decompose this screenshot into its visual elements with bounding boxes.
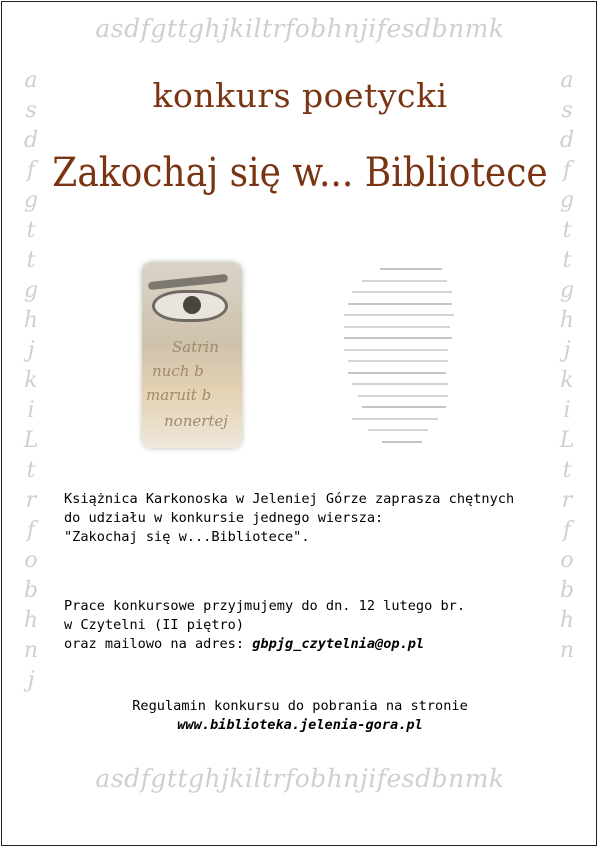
decorative-letter: t <box>562 218 572 243</box>
decorative-letter: f <box>562 158 572 183</box>
decorative-letter: g <box>559 278 575 303</box>
submission-line: w Czytelni (II piętro) <box>64 617 245 633</box>
script-line <box>352 291 452 293</box>
decorative-letter: j <box>27 668 35 693</box>
pupil-shape <box>183 296 201 314</box>
decorative-letter: o <box>24 548 38 573</box>
decorative-letter: j <box>27 338 35 363</box>
decorative-letter: t <box>26 248 36 273</box>
decorative-letter: r <box>25 488 37 513</box>
decorative-letter: a <box>24 68 38 93</box>
invitation-line: do udziału w konkursie jednego wiersza: <box>64 510 384 526</box>
decorative-letter: a <box>560 68 574 93</box>
decorative-letter: L <box>23 428 39 453</box>
script-line <box>368 429 428 431</box>
script-line <box>352 383 448 385</box>
contest-subtitle: konkurs poetycki <box>152 76 448 115</box>
decorative-letter: h <box>23 608 39 633</box>
decorative-letter: b <box>23 578 39 603</box>
decorative-letter: n <box>559 638 575 663</box>
decorative-letter: j <box>563 338 571 363</box>
decorative-letter: d <box>559 128 575 153</box>
submission-line <box>64 635 465 654</box>
decorative-letters-bottom: asdfgttghjkiltrfobhnjifesdbnmk <box>95 764 505 793</box>
decorative-letter: i <box>563 398 571 423</box>
eyebrow-shape <box>148 274 228 290</box>
email-address: gbpjg_czytelnia@op.pl <box>252 636 425 652</box>
script-line <box>348 303 452 305</box>
contest-title: Zakochaj się w... Bibliotece <box>52 150 548 196</box>
decorative-letter: t <box>562 458 572 483</box>
script-line <box>382 441 422 443</box>
decorative-letter: k <box>24 368 38 393</box>
rules-paragraph <box>0 697 600 735</box>
rules-line: Regulamin konkursu do pobrania na stronie <box>132 698 468 714</box>
decorative-letter: f <box>562 518 572 543</box>
arabic-poem-image <box>322 262 452 452</box>
script-line <box>352 418 438 420</box>
image-script-text: nuch b <box>152 362 204 380</box>
script-line <box>344 314 454 316</box>
script-line <box>344 326 450 328</box>
decorative-letter: t <box>562 248 572 273</box>
decorative-letter: o <box>560 548 574 573</box>
invitation-line: Książnica Karkonoska w Jeleniej Górze zaprasza chętnych <box>64 491 515 507</box>
decorative-letter: h <box>23 308 39 333</box>
decorative-letter: f <box>26 158 36 183</box>
decorative-letter: h <box>559 308 575 333</box>
image-script-text: nonertej <box>164 412 228 430</box>
decorative-letter: d <box>23 128 39 153</box>
decorative-letter: t <box>26 218 36 243</box>
submission-line: Prace konkursowe przyjmujemy do dn. 12 lutego br. <box>64 598 466 614</box>
decorative-letter: s <box>25 98 37 123</box>
script-line <box>362 280 447 282</box>
submission-paragraph <box>64 597 465 654</box>
decorative-letter: g <box>23 188 39 213</box>
script-line <box>362 406 446 408</box>
decorative-letter: n <box>23 638 39 663</box>
decorative-letter: s <box>561 98 573 123</box>
decorative-letter: g <box>559 188 575 213</box>
website-url: www.biblioteka.jelenia-gora.pl <box>177 717 423 733</box>
invitation-paragraph <box>64 490 514 547</box>
decorative-letter: k <box>560 368 574 393</box>
decorative-letter: L <box>559 428 575 453</box>
decorative-letter: t <box>26 458 36 483</box>
script-line <box>348 360 448 362</box>
email-prefix: oraz mailowo na adres: <box>64 636 253 652</box>
decorative-letter: b <box>559 578 575 603</box>
decorative-letter: f <box>26 518 36 543</box>
script-line <box>380 268 442 270</box>
decorative-letter: g <box>23 278 39 303</box>
script-line <box>358 395 448 397</box>
book-eye-image <box>142 262 242 448</box>
script-line <box>344 349 448 351</box>
image-script-text: maruit b <box>146 386 212 404</box>
decorative-letter: h <box>559 608 575 633</box>
image-script-text: Satrin <box>172 338 219 356</box>
decorative-letter: i <box>27 398 35 423</box>
eye-shape <box>152 290 228 322</box>
decorative-letters-top: asdfgttghjkiltrfobhnjifesdbnmk <box>95 14 505 43</box>
invitation-line: "Zakochaj się w...Bibliotece". <box>64 529 310 545</box>
script-line <box>348 372 446 374</box>
decorative-letter: r <box>561 488 573 513</box>
script-line <box>344 337 452 339</box>
